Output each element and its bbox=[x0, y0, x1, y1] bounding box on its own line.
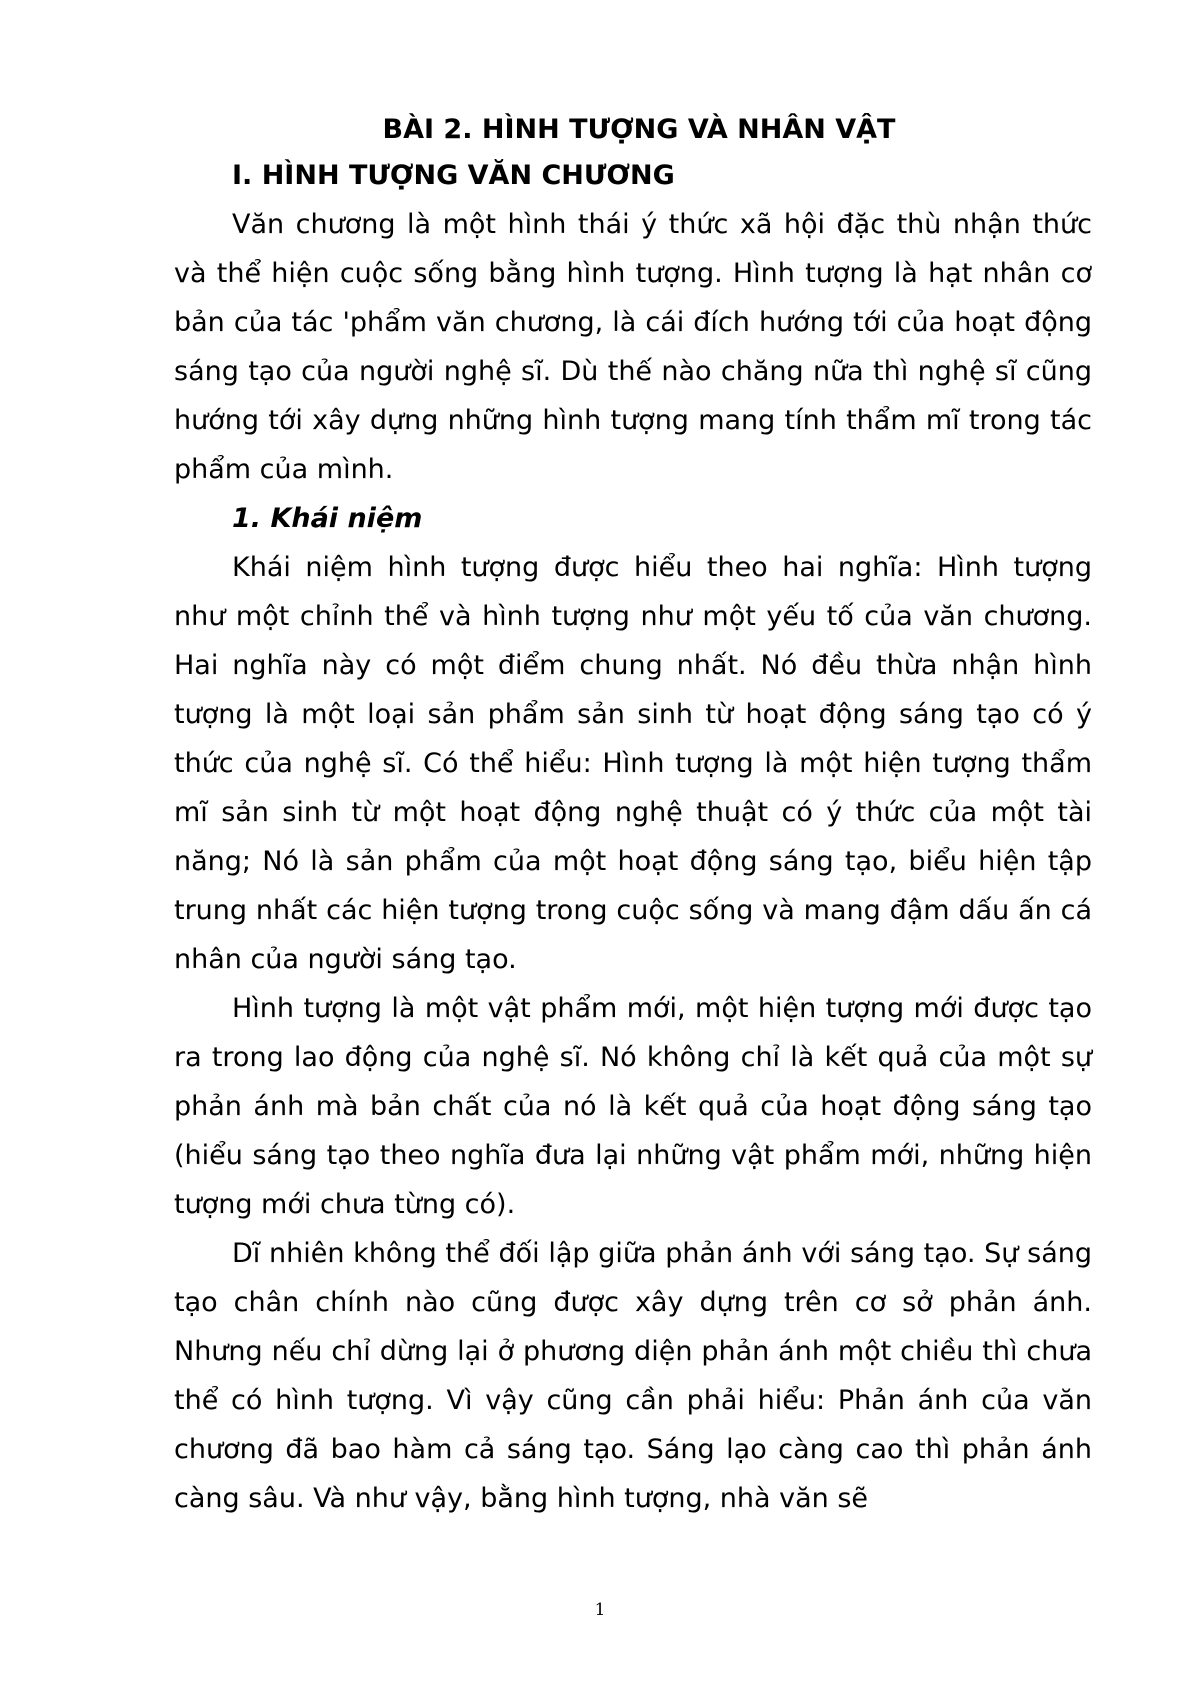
page-number: 1 bbox=[594, 1600, 606, 1620]
subheading: 1. Khái niệm bbox=[232, 503, 423, 534]
paragraph-concept: Khái niệm hình tượng được hiểu theo hai nghĩa: Hình tượng như một chỉnh thể và hình tượng như một yếu tố của văn chương. Hai nghĩa này có một điểm chung nhất. Nó đều thừa nhận hình tượng là một loại sản phẩm sản sinh từ hoạt động sáng tạo có ý thức của nghệ sĩ. Có thể hiểu: Hình tượng là một hiện tượng thẩm mĩ sản sinh từ một hoạt động nghệ thuật có ý thức của một tài năng; Nó là sản phẩm của một hoạt động sáng tạo, biểu hiện tập trung nhất các hiện tượng trong cuộc sống và mang đậm dấu ấn cá nhân của người sáng tạo. bbox=[174, 552, 1092, 975]
page-content bbox=[174, 108, 1092, 1523]
paragraph-new-object: Hình tượng là một vật phẩm mới, một hiện tượng mới được tạo ra trong lao động của nghệ sĩ. Nó không chỉ là kết quả của một sự phản ánh mà bản chất của nó là kết quả của hoạt động sáng tạo (hiểu sáng tạo theo nghĩa đưa lại những vật phẩm mới, những hiện tượng mới chưa từng có). bbox=[174, 993, 1092, 1220]
intro-paragraph: Văn chương là một hình thái ý thức xã hội đặc thù nhận thức và thể hiện cuộc sống bằng hình tượng. Hình tượng là hạt nhân cơ bản của tác 'phẩm văn chương, là cái đích hướng tới của hoạt động sáng tạo của người nghệ sĩ. Dù thế nào chăng nữa thì nghệ sĩ cũng hướng tới xây dựng những hình tượng mang tính thẩm mĩ trong tác phẩm của mình. bbox=[174, 209, 1092, 485]
lesson-title: BÀI 2. HÌNH TƯỢNG VÀ NHÂN VẬT bbox=[382, 114, 896, 145]
section-heading: I. HÌNH TƯỢNG VĂN CHƯƠNG bbox=[232, 160, 675, 191]
paragraph-reflection: Dĩ nhiên không thể đối lập giữa phản ánh với sáng tạo. Sự sáng tạo chân chính nào cũng được xây dựng trên cơ sở phản ánh. Nhưng nếu chỉ dừng lại ở phương diện phản ánh một chiều thì chưa thể có hình tượng. Vì vậy cũng cần phải hiểu: Phản ánh của văn chương đã bao hàm cả sáng tạo. Sáng lạo càng cao thì phản ánh càng sâu. Và như vậy, bằng hình tượng, nhà văn sẽ bbox=[174, 1238, 1092, 1514]
